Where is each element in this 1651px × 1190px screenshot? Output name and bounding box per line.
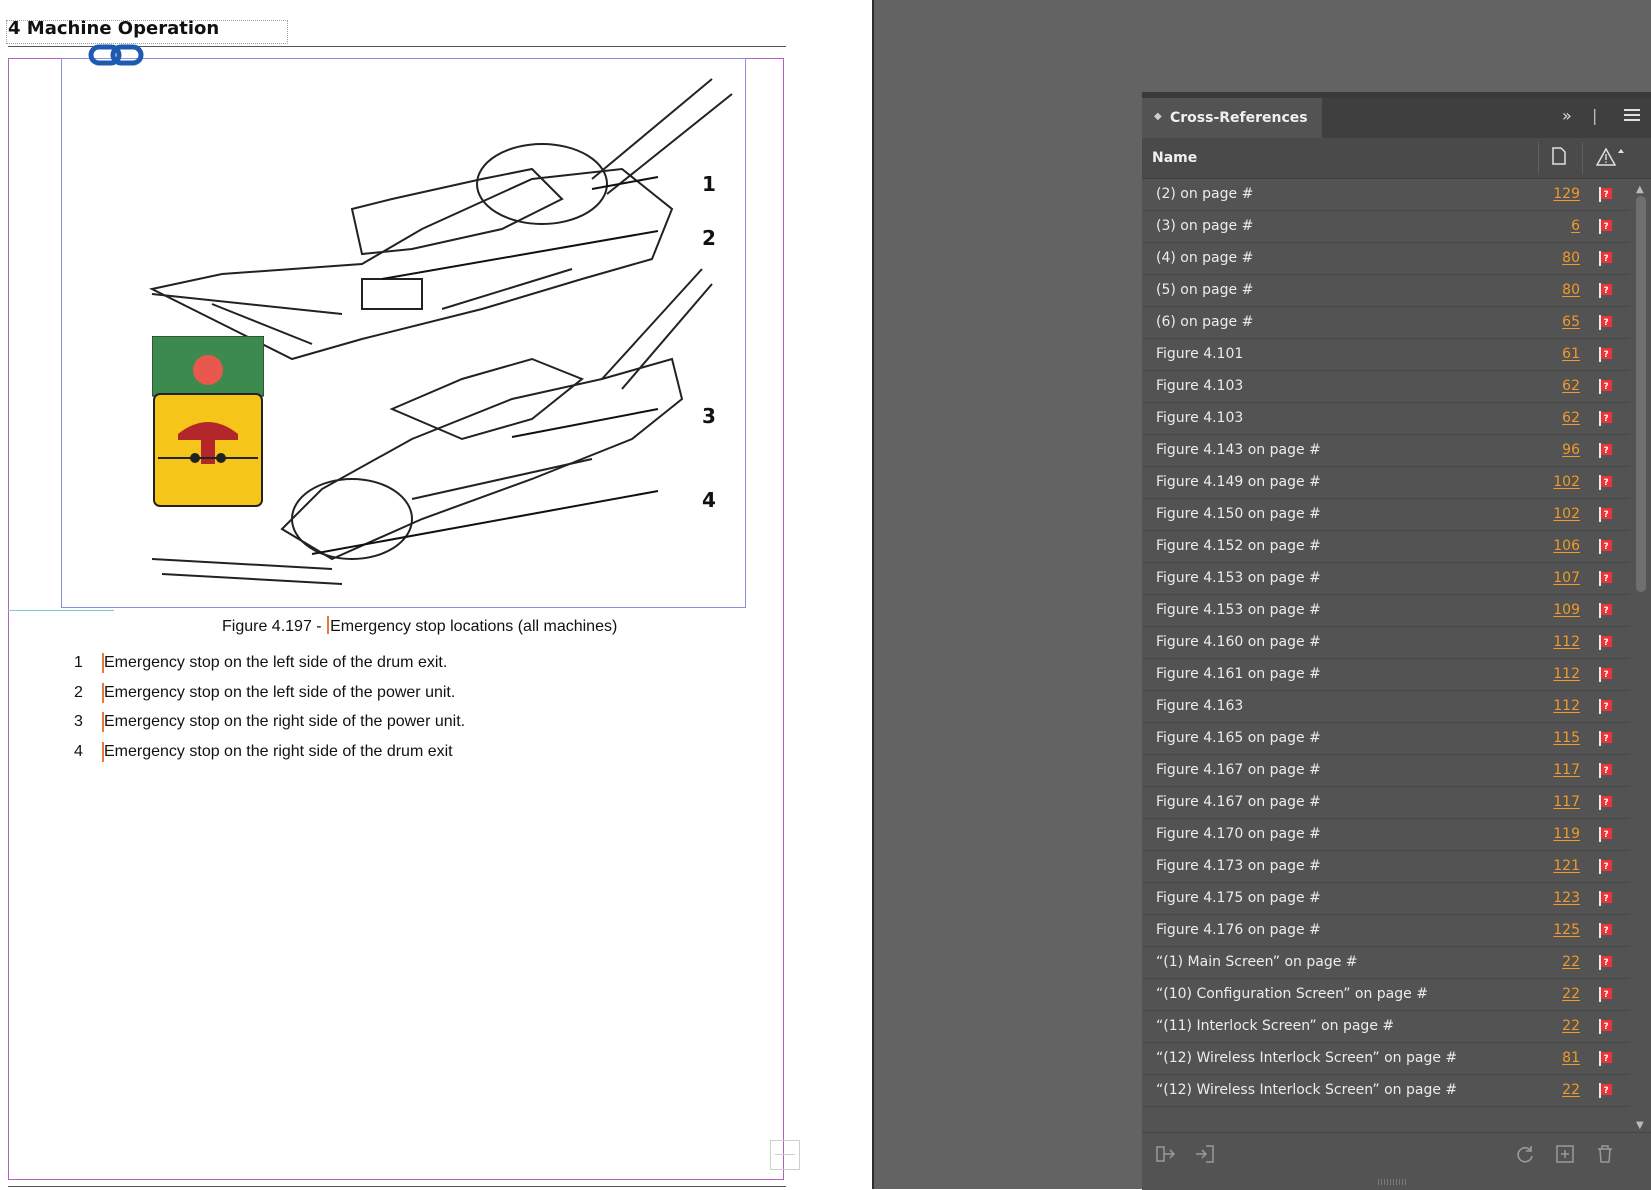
xref-page-link[interactable]: 115	[1553, 730, 1580, 746]
svg-text:?: ?	[1603, 574, 1609, 584]
xref-page-link[interactable]: 125	[1553, 922, 1580, 938]
xref-row[interactable]	[1142, 1011, 1630, 1043]
scrollbar-thumb[interactable]	[1636, 196, 1646, 592]
missing-destination-icon	[1599, 411, 1612, 426]
list-number: 1	[74, 654, 83, 671]
xref-page-link[interactable]: 117	[1553, 762, 1580, 778]
xref-page-link[interactable]: 81	[1562, 1050, 1580, 1066]
svg-text:?: ?	[1603, 798, 1609, 808]
xref-name: “(12) Wireless Interlock Screen” on page #	[1156, 1082, 1458, 1098]
xref-name: (3) on page #	[1156, 218, 1254, 234]
svg-text:?: ?	[1603, 1054, 1609, 1064]
xref-row[interactable]	[1142, 947, 1630, 979]
xref-row[interactable]	[1142, 723, 1630, 755]
figure-caption	[222, 616, 617, 636]
missing-destination-icon	[1599, 859, 1612, 874]
svg-text:?: ?	[1603, 958, 1609, 968]
page-edge	[872, 0, 874, 1189]
missing-destination-icon	[1599, 539, 1612, 554]
xref-row[interactable]	[1142, 307, 1630, 339]
caption-text: Emergency stop locations (all machines)	[330, 618, 618, 635]
xref-name: Figure 4.150 on page #	[1156, 506, 1321, 522]
xref-page-link[interactable]: 129	[1553, 186, 1580, 202]
xref-row[interactable]	[1142, 659, 1630, 691]
go-to-destination-icon[interactable]	[1194, 1143, 1216, 1165]
xref-page-link[interactable]: 96	[1562, 442, 1580, 458]
panel-footer	[1142, 1132, 1651, 1190]
xref-page-link[interactable]: 62	[1562, 410, 1580, 426]
xref-name: Figure 4.103	[1156, 378, 1244, 394]
leader-line-4	[312, 491, 658, 554]
column-separator	[1582, 142, 1583, 174]
cross-reference-list	[1142, 179, 1630, 1131]
xref-page-link[interactable]: 107	[1553, 570, 1580, 586]
missing-destination-icon	[1599, 443, 1612, 458]
missing-destination-icon	[1599, 571, 1612, 586]
delete-icon[interactable]	[1594, 1143, 1616, 1165]
xref-row[interactable]	[1142, 531, 1630, 563]
xref-row[interactable]	[1142, 403, 1630, 435]
xref-name: Figure 4.161 on page #	[1156, 666, 1321, 682]
missing-destination-icon	[1599, 347, 1612, 362]
xref-row[interactable]	[1142, 339, 1630, 371]
missing-destination-icon	[1599, 251, 1612, 266]
xref-name: “(10) Configuration Screen” on page #	[1156, 986, 1428, 1002]
xref-name: “(12) Wireless Interlock Screen” on page #	[1156, 1050, 1458, 1066]
missing-destination-icon	[1599, 283, 1612, 298]
xref-name: Figure 4.160 on page #	[1156, 634, 1321, 650]
xref-name: “(1) Main Screen” on page #	[1156, 954, 1358, 970]
svg-text:?: ?	[1603, 286, 1609, 296]
xref-row[interactable]	[1142, 275, 1630, 307]
xref-name: Figure 4.170 on page #	[1156, 826, 1321, 842]
new-cross-reference-icon[interactable]	[1554, 1143, 1576, 1165]
xref-row[interactable]	[1142, 883, 1630, 915]
svg-text:?: ?	[1603, 670, 1609, 680]
xref-row[interactable]	[1142, 1075, 1630, 1107]
xref-name: Figure 4.167 on page #	[1156, 794, 1321, 810]
svg-text:?: ?	[1603, 1022, 1609, 1032]
xref-page-link[interactable]: 22	[1562, 986, 1580, 1002]
page-heading: 4 Machine Operation	[8, 18, 220, 39]
xref-row[interactable]	[1142, 595, 1630, 627]
xref-page-link[interactable]: 22	[1562, 1082, 1580, 1098]
xref-page-link[interactable]: 112	[1553, 634, 1580, 650]
list-text: Emergency stop on the right side of the drum exit	[104, 742, 453, 760]
xref-row[interactable]	[1142, 979, 1630, 1011]
leader-line-3	[512, 409, 658, 437]
status-column-icon[interactable]	[1596, 147, 1626, 167]
xref-name: Figure 4.149 on page #	[1156, 474, 1321, 490]
missing-destination-icon	[1599, 827, 1612, 842]
xref-name: Figure 4.176 on page #	[1156, 922, 1321, 938]
missing-destination-icon	[1599, 795, 1612, 810]
svg-text:?: ?	[1603, 318, 1609, 328]
xref-name: Figure 4.153 on page #	[1156, 570, 1321, 586]
xref-row[interactable]	[1142, 243, 1630, 275]
missing-destination-icon	[1599, 219, 1612, 234]
missing-destination-icon	[1599, 603, 1612, 618]
xref-page-link[interactable]: 117	[1553, 794, 1580, 810]
list-number: 3	[74, 713, 83, 730]
callout-3: 3	[702, 404, 716, 428]
svg-text:?: ?	[1603, 638, 1609, 648]
svg-text:?: ?	[1603, 606, 1609, 616]
xref-name: (6) on page #	[1156, 314, 1254, 330]
xref-page-link[interactable]: 80	[1562, 250, 1580, 266]
xref-name: Figure 4.103	[1156, 410, 1244, 426]
xref-row[interactable]	[1142, 627, 1630, 659]
panel-tabbar	[1322, 98, 1651, 138]
callout-4: 4	[702, 488, 716, 512]
svg-text:?: ?	[1603, 446, 1609, 456]
svg-text:?: ?	[1603, 382, 1609, 392]
xref-name: Figure 4.143 on page #	[1156, 442, 1321, 458]
text-cursor	[327, 616, 329, 634]
missing-destination-icon	[1599, 187, 1612, 202]
xref-name: Figure 4.165 on page #	[1156, 730, 1321, 746]
panel-menu-icon[interactable]	[1624, 108, 1640, 122]
update-icon[interactable]	[1514, 1143, 1536, 1165]
svg-text:?: ?	[1603, 862, 1609, 872]
xref-name: Figure 4.167 on page #	[1156, 762, 1321, 778]
go-to-source-icon[interactable]	[1154, 1143, 1176, 1165]
xref-name: Figure 4.152 on page #	[1156, 538, 1321, 554]
svg-text:?: ?	[1603, 190, 1609, 200]
missing-destination-icon	[1599, 507, 1612, 522]
xref-name: “(11) Interlock Screen” on page #	[1156, 1018, 1395, 1034]
xref-row[interactable]	[1142, 179, 1630, 211]
xref-row[interactable]	[1142, 755, 1630, 787]
svg-text:?: ?	[1603, 734, 1609, 744]
svg-text:?: ?	[1603, 510, 1609, 520]
xref-page-link[interactable]: 112	[1553, 698, 1580, 714]
xref-page-link[interactable]: 65	[1562, 314, 1580, 330]
leader-line-2	[382, 231, 658, 279]
xref-page-link[interactable]: 62	[1562, 378, 1580, 394]
xref-page-link[interactable]: 123	[1553, 890, 1580, 906]
xref-name: (2) on page #	[1156, 186, 1254, 202]
missing-destination-icon	[1599, 1083, 1612, 1098]
scroll-up-icon[interactable]: ▲	[1636, 184, 1644, 195]
svg-text:?: ?	[1603, 926, 1609, 936]
xref-page-link[interactable]: 61	[1562, 346, 1580, 362]
missing-destination-icon	[1599, 315, 1612, 330]
out-port-box[interactable]	[770, 1140, 800, 1170]
list-text: Emergency stop on the left side of the drum exit.	[104, 654, 448, 671]
list-number: 2	[74, 683, 83, 701]
xref-row[interactable]	[1142, 435, 1630, 467]
missing-destination-icon	[1599, 987, 1612, 1002]
footer-rule	[8, 1186, 786, 1187]
missing-destination-icon	[1599, 1051, 1612, 1066]
callout-1: 1	[702, 172, 716, 196]
xref-page-link[interactable]: 80	[1562, 282, 1580, 298]
svg-text:?: ?	[1603, 766, 1609, 776]
svg-text:?: ?	[1603, 350, 1609, 360]
tab-sort-icon: ◆	[1154, 111, 1162, 122]
divider-glyph: |	[1592, 106, 1598, 125]
missing-destination-icon	[1599, 955, 1612, 970]
xref-name: Figure 4.173 on page #	[1156, 858, 1321, 874]
resize-grip[interactable]	[1378, 1179, 1406, 1185]
anchor-line	[8, 610, 114, 611]
caption-prefix: Figure 4.197 -	[222, 618, 322, 635]
svg-text:?: ?	[1603, 542, 1609, 552]
svg-text:?: ?	[1603, 990, 1609, 1000]
scroll-down-icon[interactable]: ▼	[1636, 1120, 1644, 1131]
xref-row[interactable]	[1142, 467, 1630, 499]
machine-illustration	[62, 59, 744, 606]
missing-destination-icon	[1599, 923, 1612, 938]
page-column-icon[interactable]	[1552, 147, 1566, 165]
xref-name: Figure 4.101	[1156, 346, 1244, 362]
xref-row[interactable]	[1142, 563, 1630, 595]
missing-destination-icon	[1599, 667, 1612, 682]
list-text: Emergency stop on the right side of the power unit.	[104, 713, 466, 730]
svg-text:?: ?	[1603, 830, 1609, 840]
xref-row[interactable]	[1142, 371, 1630, 403]
xref-row[interactable]	[1142, 851, 1630, 883]
xref-row[interactable]	[1142, 787, 1630, 819]
callout-2: 2	[702, 226, 716, 250]
list-number: 4	[74, 742, 83, 760]
xref-page-link[interactable]: 22	[1562, 1018, 1580, 1034]
column-name-header[interactable]: Name	[1152, 150, 1198, 166]
column-header-row	[1142, 138, 1651, 179]
svg-text:?: ?	[1603, 1086, 1609, 1096]
missing-destination-icon	[1599, 1019, 1612, 1034]
xref-page-link[interactable]: 102	[1553, 474, 1580, 490]
svg-text:?: ?	[1603, 478, 1609, 488]
xref-row[interactable]	[1142, 211, 1630, 243]
xref-page-link[interactable]: 109	[1553, 602, 1580, 618]
xref-row[interactable]	[1142, 1043, 1630, 1075]
collapse-panel-icon[interactable]: »	[1562, 106, 1572, 125]
svg-text:?: ?	[1603, 894, 1609, 904]
xref-page-link[interactable]: 22	[1562, 954, 1580, 970]
tab-cross-references[interactable]	[1142, 98, 1322, 138]
xref-name: (4) on page #	[1156, 250, 1254, 266]
column-separator	[1538, 142, 1539, 174]
svg-text:?: ?	[1603, 414, 1609, 424]
cross-references-panel	[1142, 92, 1651, 1189]
missing-destination-icon	[1599, 699, 1612, 714]
missing-destination-icon	[1599, 475, 1612, 490]
xref-name: Figure 4.153 on page #	[1156, 602, 1321, 618]
xref-page-link[interactable]: 121	[1553, 858, 1580, 874]
missing-destination-icon	[1599, 763, 1612, 778]
missing-destination-icon	[1599, 635, 1612, 650]
xref-page-link[interactable]: 119	[1553, 826, 1580, 842]
svg-text:?: ?	[1603, 702, 1609, 712]
upper-machine-drawing	[152, 79, 732, 359]
svg-text:?: ?	[1603, 222, 1609, 232]
xref-page-link[interactable]: 106	[1553, 538, 1580, 554]
emergency-stop-sign-image	[152, 336, 264, 508]
xref-page-link[interactable]: 102	[1553, 506, 1580, 522]
missing-destination-icon	[1599, 731, 1612, 746]
xref-row[interactable]	[1142, 499, 1630, 531]
missing-destination-icon	[1599, 891, 1612, 906]
xref-name: Figure 4.175 on page #	[1156, 890, 1321, 906]
missing-destination-icon	[1599, 379, 1612, 394]
xref-page-link[interactable]: 6	[1571, 218, 1580, 234]
xref-row[interactable]	[1142, 819, 1630, 851]
xref-name: Figure 4.163	[1156, 698, 1244, 714]
tab-label: Cross-References	[1170, 110, 1308, 126]
list-text: Emergency stop on the left side of the power unit.	[104, 683, 456, 701]
xref-row[interactable]	[1142, 915, 1630, 947]
xref-row[interactable]	[1142, 691, 1630, 723]
svg-text:?: ?	[1603, 254, 1609, 264]
xref-page-link[interactable]: 112	[1553, 666, 1580, 682]
xref-name: (5) on page #	[1156, 282, 1254, 298]
